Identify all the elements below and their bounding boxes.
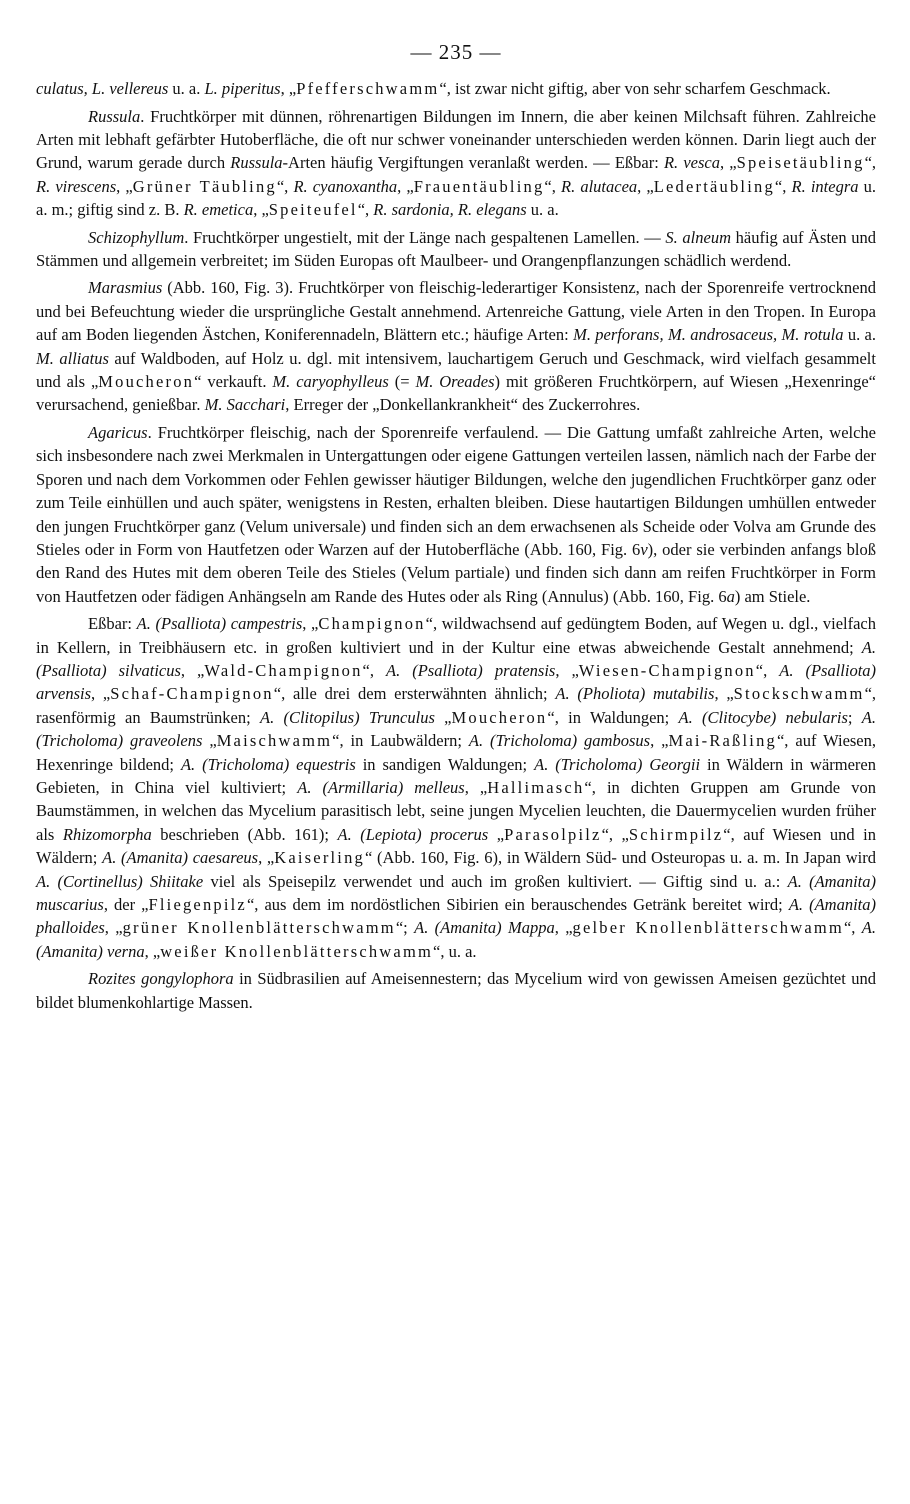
- spaced-name: Schaf-Champignon: [110, 684, 274, 704]
- italic-term: Rhizomorpha: [62, 824, 152, 844]
- italic-term: R. integra: [791, 176, 859, 196]
- text-run: “, wildwachsend auf gedüngtem Boden, auf Wegen u. dgl., vielfach in Kellern, in Treibhäusern etc. in großen kultiviert und in der Kultur eine etwas abweichende Gestalt annehmend;: [36, 614, 877, 657]
- italic-term: A. (Clitocybe) nebularis: [678, 707, 848, 727]
- spaced-name: Wiesen-Champignon: [578, 660, 756, 680]
- text-run: ), oder sie verbinden anfangs bloß den Rand des Hutes mit dem oberen Teile des Stieles (Velum partiale) und finden sich dann am reifen Fruchtkörper in Form von Hautfetzen oder fädigen Anhängseln am Rande des Hutes oder als Ring (Annulus) (Abb. 160, Fig. 6: [36, 539, 876, 606]
- text-run: u. a.: [843, 325, 877, 345]
- text-run: “,: [357, 200, 374, 220]
- text-run: . Fruchtkörper fleischig, nach der Sporenreife verfaulend. — Die Gattung umfaßt zahlreiche Arten, welche sich insbesondere nach zwei Merkmalen in Untergattungen oder eigene Gattungen verteilen lassen, nämlich nach der Farbe der Sporen und nach dem Vorkommen oder Fehlen gewisser häutiger Bildungen, welche den jugendlichen Fruchtkörper ganz oder zum Teile einhüllen und auch später, wenigstens in Resten, erhalten bleiben. Diese hautartigen Bildungen umhüllen entweder den jungen Fruchtkörper ganz (Velum universale) und finden sich an dem erwachsenen als Scheide oder Volva am Grunde des Stieles oder in Form von Hautfetzen oder Warzen auf der Hutoberfläche (Abb. 160, Fig. 6: [36, 422, 876, 559]
- text-run: “, auf Wiesen und in Wäldern;: [36, 824, 876, 868]
- body-text: [36, 77, 876, 1014]
- text-run: “,: [755, 660, 780, 680]
- italic-term: A. (Psalliota) pratensis: [386, 660, 556, 680]
- italic-term: A. (Armillaria) melleus: [297, 777, 465, 797]
- text-run: in sandigen Waldungen;: [355, 754, 535, 774]
- text-run: ) mit größeren Fruchtkörpern, auf Wiesen „Hexenringe“ verursachend, genießbar.: [36, 372, 876, 415]
- text-run: “, aus dem im nordöstlichen Sibirien ein berauschendes Getränk bereitet wird;: [246, 895, 789, 914]
- italic-term: A. (Tricholoma) Georgii: [534, 754, 701, 774]
- spaced-name: Moucheron: [98, 372, 195, 392]
- text-run: “,: [544, 176, 561, 196]
- italic-term: A. (Tricholoma) graveolens: [36, 707, 876, 751]
- paragraph: [36, 77, 876, 100]
- spaced-name: Kaiserling: [274, 848, 365, 868]
- text-run: “, u. a.: [433, 941, 477, 961]
- text-run: , „: [180, 660, 205, 680]
- text-run: “, auf Wiesen, Hexenringe bildend;: [36, 731, 877, 774]
- text-run: in Wäldern in wärmeren Gebieten, in China viel kultiviert;: [36, 754, 876, 797]
- text-run: , „: [650, 731, 669, 751]
- spaced-name: Frauentäubling: [413, 176, 545, 196]
- text-run: , „: [104, 918, 123, 938]
- text-run: , „: [253, 200, 269, 220]
- text-run: u. a.: [168, 79, 205, 99]
- page-number: — 235 —: [410, 40, 502, 64]
- italic-term: A. (Amanita) phalloides: [36, 895, 876, 938]
- paragraph: [36, 421, 876, 608]
- text-run: “, in Laubwäldern;: [332, 731, 469, 751]
- spaced-name: Parasolpilz: [504, 824, 602, 844]
- spaced-name: Stockschwamm: [733, 684, 865, 704]
- paragraph: [36, 105, 876, 222]
- italic-term: Rozites gongylophora: [88, 969, 234, 989]
- text-run: , „: [637, 176, 654, 196]
- spaced-name: Mai-Raßling: [668, 731, 777, 751]
- text-run: “,: [843, 918, 862, 938]
- italic-term: Russula: [230, 153, 283, 173]
- text-run: -Arten häufig Vergiftungen veranlaßt werden. — Eßbar:: [282, 153, 664, 173]
- spaced-name: Moucheron: [451, 707, 548, 727]
- text-run: “, in Waldungen;: [547, 707, 679, 727]
- text-run: , „: [555, 660, 579, 680]
- italic-term: Schizophyllum: [88, 227, 185, 247]
- italic-term: culatus, L. vellereus: [36, 79, 169, 99]
- text-run: , „: [91, 684, 111, 704]
- text-run: . Fruchtkörper mit dünnen, röhrenartigen Bildungen im Innern, die aber keinen Milchsaft führen. Zahlreiche Arten mit lebhaft gefärbter Hutoberfläche, die oft nur schwer voneinander unterschieden werden können. Darin liegt auch der Grund, warum gerade durch: [36, 106, 876, 173]
- italic-term: M. Oreades: [415, 372, 495, 392]
- text-run: “, ist zwar nicht giftig, aber von sehr scharfem Geschmack.: [439, 79, 831, 99]
- text-run: beschrieben (Abb. 161);: [151, 824, 338, 844]
- text-run: “, alle drei dem ersterwähnten ähnlich;: [273, 684, 556, 704]
- text-run: , „: [714, 684, 734, 704]
- book-page: [36, 40, 876, 1014]
- text-run: “, in dichten Gruppen am Grunde von Baumstämmen, in welchen das Mycelium parasitisch lebt, seine jungen Mycelien leuchten, die Dauermycelien wurden früher als: [36, 777, 876, 844]
- text-run: , der „: [103, 895, 149, 914]
- paragraph: [36, 276, 876, 416]
- text-run: „: [434, 707, 452, 727]
- text-run: “, „: [601, 824, 629, 844]
- text-run: , „: [144, 941, 161, 961]
- text-run: , „: [302, 614, 319, 634]
- text-run: in Südbrasilien auf Ameisennestern; das Mycelium wird von gewissen Ameisen gezüchtet und bildet blumenkohlartige Massen.: [36, 969, 876, 1012]
- paragraph: [36, 226, 876, 273]
- text-run: “,: [864, 153, 877, 173]
- text-run: Eßbar:: [88, 614, 137, 634]
- italic-term: M. perforans, M. androsaceus, M. rotula: [573, 325, 844, 345]
- text-run: „: [488, 824, 505, 844]
- paragraph: [36, 612, 876, 963]
- italic-term: L. piperitus: [204, 79, 281, 99]
- text-run: viel als Speisepilz verwendet und auch im großen kultiviert. — Giftig sind u. a.:: [203, 871, 788, 891]
- spaced-name: Schirmpilz: [628, 824, 724, 844]
- italic-term: v: [640, 539, 648, 559]
- text-run: “, rasenförmig an Baumstrünken;: [36, 684, 877, 727]
- spaced-name: Ledertäubling: [653, 176, 775, 196]
- text-run: , „: [116, 176, 133, 196]
- text-run: , „: [554, 918, 573, 938]
- text-run: . Fruchtkörper ungestielt, mit der Länge nach gespaltenen Lamellen. —: [184, 227, 666, 247]
- spaced-name: Champignon: [318, 614, 426, 634]
- text-run: „: [202, 731, 217, 751]
- text-run: “ verkauft.: [194, 372, 273, 392]
- italic-term: A. (Tricholoma) equestris: [180, 754, 356, 774]
- text-run: , „: [397, 176, 414, 196]
- italic-term: S. alneum: [665, 227, 731, 247]
- italic-term: A. (Psalliota) arvensis: [36, 660, 877, 704]
- italic-term: Marasmius: [88, 278, 163, 298]
- text-run: , „: [280, 79, 297, 99]
- italic-term: M. alliatus: [36, 348, 109, 368]
- spaced-name: gelber Knollenblätterschwamm: [572, 918, 844, 938]
- text-run: “;: [395, 918, 415, 938]
- italic-term: R. emetica: [183, 200, 254, 220]
- spaced-name: Wald-Champignon: [204, 660, 363, 680]
- text-run: u. a.: [526, 200, 559, 220]
- text-run: u. a. m.; giftig sind z. B.: [36, 176, 877, 220]
- spaced-name: weißer Knollenblätterschwamm: [160, 941, 434, 961]
- italic-term: A. (Lepiota) procerus: [337, 824, 489, 844]
- spaced-name: Grüner Täubling: [132, 176, 277, 196]
- italic-term: M. caryophylleus: [272, 372, 389, 392]
- italic-term: A. (Amanita) Mappa: [414, 918, 555, 938]
- text-run: , „: [719, 153, 737, 173]
- italic-term: R. virescens: [36, 176, 117, 196]
- text-run: , „: [258, 848, 275, 868]
- italic-term: A. (Cortinellus) Shiitake: [36, 871, 204, 891]
- text-run: “,: [276, 176, 294, 196]
- text-run: , Erreger der „Donkellankrankheit“ des Zuckerrohres.: [285, 395, 641, 415]
- italic-term: A. (Psalliota) silvaticus: [36, 637, 876, 680]
- italic-term: R. vesca: [663, 153, 720, 173]
- italic-term: A. (Amanita) caesareus: [102, 848, 259, 868]
- italic-term: R. cyanoxantha: [293, 176, 398, 196]
- italic-term: Russula: [88, 106, 141, 126]
- text-run: “,: [362, 660, 387, 680]
- text-run: häufig auf Ästen und Stämmen und allgemein verbreitet; im Süden Europas oft Maulbeer- und Orangenpflanzungen schädlich werdend.: [36, 227, 877, 271]
- spaced-name: Speisetäubling: [736, 153, 865, 173]
- text-run: auf Waldboden, auf Holz u. dgl. mit intensivem, lauchartigem Geruch und Geschmack, wird vielfach gesammelt und als „: [36, 348, 876, 392]
- text-run: (Abb. 160, Fig. 3). Fruchtkörper von fleischig-lederartiger Konsistenz, nach der Sporenreife vertrocknend und bei Befeuchtung wieder die ursprüngliche Gestalt annehmend. Artenreiche Gattung, viele Arten in den Tropen. In Europa auf am Boden liegenden Ästchen, Koniferennadeln, Blättern etc.; häufige Arten:: [36, 278, 876, 345]
- spaced-name: Maischwamm: [216, 731, 333, 751]
- spaced-name: Fliegenpilz: [148, 895, 247, 914]
- italic-term: Agaricus: [88, 422, 148, 442]
- spaced-name: Pfefferschwamm: [296, 79, 440, 99]
- italic-term: M. Sacchari: [204, 395, 286, 415]
- paragraph: [36, 967, 876, 1014]
- spaced-name: Hallimasch: [487, 777, 585, 797]
- italic-term: R. sardonia, R. elegans: [373, 200, 527, 220]
- text-run: ;: [847, 707, 862, 727]
- italic-term: a: [726, 586, 735, 606]
- spaced-name: grüner Knollenblätterschwamm: [122, 918, 396, 938]
- text-run: “ (Abb. 160, Fig. 6), in Wäldern Süd- und Osteuropas u. a. m. In Japan wird: [364, 848, 876, 868]
- italic-term: A. (Tricholoma) gambosus: [468, 731, 651, 751]
- text-run: “,: [774, 176, 792, 196]
- italic-term: A. (Pholiota) mutabilis: [555, 684, 715, 704]
- spaced-name: Speiteufel: [268, 200, 358, 220]
- italic-term: A. (Amanita) muscarius: [36, 871, 876, 914]
- italic-term: A. (Psalliota) campestris: [136, 614, 303, 634]
- italic-term: R. alutacea: [561, 176, 638, 196]
- text-run: ) am Stiele.: [734, 586, 811, 606]
- text-run: (=: [388, 372, 416, 392]
- italic-term: A. (Amanita) verna: [36, 918, 876, 961]
- text-run: , „: [464, 777, 488, 797]
- italic-term: A. (Clitopilus) Trunculus: [259, 707, 435, 727]
